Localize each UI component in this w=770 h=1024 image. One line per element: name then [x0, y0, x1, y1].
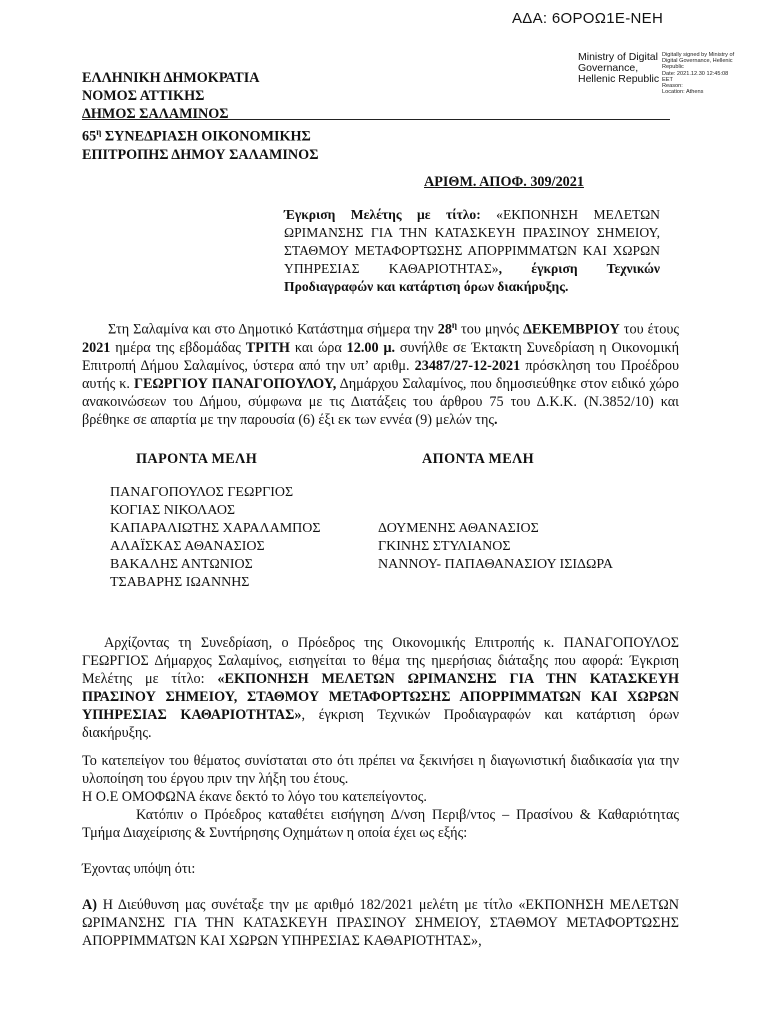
present-members-list: [110, 484, 321, 592]
header-prefecture: ΝΟΜΟΣ ΑΤΤΙΚΗΣ: [82, 88, 205, 104]
document-header: [82, 69, 318, 164]
signature-org-line: Governance,: [578, 62, 639, 74]
intro-text: Δημάρχου Σαλαμίνος, που δημοσιεύθηκε στον ειδικό χώρο ανακοινώσεων του Δήμου, σύμφωνα με τις Διατάξεις του άρθρου 75 του Δ.Κ.Κ. (Ν.3852/10) και βρέθηκε σε απαρτία με την παρουσία (6) έξι εκ των εννέα (9) μελών της: [82, 375, 679, 428]
session-number-suffix: η: [96, 127, 102, 137]
present-member: ΤΣΑΒΑΡΗΣ ΙΩΑΝΝΗΣ: [110, 575, 250, 590]
signature-org-line: Hellenic Republic: [578, 73, 660, 85]
intro-text: του έτους: [619, 321, 679, 338]
opening-text: , έγκριση Τεχνικών Προδιαγραφών και κατάρτιση όρων διακήρυξης.: [82, 707, 679, 741]
subject-lead: Έγκριση Μελέτης με τίτλο:: [284, 207, 497, 222]
signature-detail-line: Reason:: [662, 83, 683, 90]
intro-paragraph: [82, 316, 679, 429]
signature-detail-line: Location: Athens: [662, 89, 704, 96]
present-member: ΠΑΝΑΓΟΠΟΥΛΟΣ ΓΕΩΡΓΙΟΣ: [110, 485, 294, 500]
subject-tail: , έγκριση Τεχνικών Προδιαγραφών και κατάρτιση όρων διακήρυξης.: [284, 261, 660, 294]
present-member: ΚΑΠΑΡΑΛΙΩΤΗΣ ΧΑΡΑΛΑΜΠΟΣ: [110, 521, 321, 536]
header-country: ΕΛΛΗΝΙΚΗ ΔΗΜΟΚΡΑΤΙΑ: [82, 70, 260, 86]
subject-title: «ΕΚΠΟΝΗΣΗ ΜΕΛΕΤΩΝ ΩΡΙΜΑΝΣΗΣ ΓΙΑ ΤΗΝ ΚΑΤΑΣΚΕΥΗ ΠΡΑΣΙΝΟΥ ΣΗΜΕΙΟΥ, ΣΤΑΘΜΟΥ ΜΕΤΑΦΟΡΤΩΣΗΣ ΑΠΟΡΡΙΜΜΑΤΩΝ ΚΑΙ ΧΩΡΩΝ ΥΠΗΡΕΣΙΑΣ ΚΑΘΑΡΙΟΤΗΤΑΣ»: [284, 207, 660, 276]
meeting-month: ΔΕΚΕΜΒΡΙΟΥ: [522, 321, 620, 338]
absent-members-list: [378, 520, 613, 574]
signature-detail-line: Republic: [662, 64, 684, 71]
header-divider: [82, 119, 670, 120]
intro-text: και ώρα: [289, 339, 347, 356]
invitation-number: 23487/27-12-2021: [414, 357, 521, 374]
meeting-year: 2021: [82, 339, 111, 356]
opening-text: Αρχίζοντας τη Συνεδρίαση, ο Πρόεδρος της Οικονομικής Επιτροπής κ. ΠΑΝΑΓΟΠΟΥΛΟΣ ΓΕΩΡΓΙΟΣ Δήμαρχος Σαλαμίνος, εισηγείται το θέμα της ημερήσιας διάταξης που αφορά: Έγκριση Μελέτης με τίτλο:: [82, 635, 679, 687]
intro-period: .: [494, 411, 498, 428]
present-member: ΚΟΓΙΑΣ ΝΙΚΟΛΑΟΣ: [110, 503, 236, 518]
header-municipality: ΔΗΜΟΣ ΣΑΛΑΜΙΝΟΣ: [82, 106, 229, 122]
signature-details: [662, 52, 752, 95]
header-committee: ΕΠΙΤΡΟΠΗΣ ΔΗΜΟΥ ΣΑΛΑΜΙΝΟΣ: [82, 146, 319, 163]
intro-text: του μηνός: [457, 321, 523, 338]
present-members-title: ΠΑΡΟΝΤΑ ΜΕΛΗ: [136, 451, 258, 467]
item-a-label: Α): [82, 897, 97, 913]
session-number: 65: [82, 128, 97, 145]
intro-text: συνήλθε σε Έκτακτη Συνεδρίαση η Οικονομική Επιτροπή Δήμου Σαλαμίνος, ύστερα από την υπ’ αριθμ.: [82, 339, 680, 374]
considering-line: Έχοντας υπόψη ότι:: [82, 861, 196, 877]
urgency-text: Το κατεπείγον του θέματος συνίσταται στο ότι πρέπει να ξεκινήσει η διαγωνιστική διαδικασία για την υλοποίηση του έργου πριν την λήξη του έτους.: [82, 753, 679, 787]
absent-member: ΓΚΙΝΗΣ ΣΤΥΛΙΑΝΟΣ: [378, 539, 511, 554]
signature-org-line: Ministry of Digital: [578, 51, 658, 63]
present-member: ΑΛΑΪΣΚΑΣ ΑΘΑΝΑΣΙΟΣ: [110, 539, 265, 554]
signature-detail-line: Digital Governance, Hellenic: [662, 58, 733, 65]
proposal-paragraph: Κατόπιν ο Πρόεδρος καταθέτει εισήγηση Δ/νση Περιβ/ντος – Πρασίνου & Καθαριότητας Τμήμα Διαχείρισης & Συντήρησης Οχημάτων η οποία έχει ως εξής:: [82, 807, 679, 841]
intro-text: Στη Σαλαμίνα και στο Δημοτικό Κατάστημα σήμερα την: [108, 321, 438, 338]
header-session: [82, 123, 318, 146]
signature-detail-line: EET: [662, 76, 673, 83]
absent-member: ΝΑΝΝΟΥ- ΠΑΠΑΘΑΝΑΣΙΟΥ ΙΣΙΔΩΡΑ: [378, 557, 614, 572]
intro-text: πρόσκληση του Προέδρου αυτής κ.: [82, 357, 679, 392]
signature-organization: [578, 52, 662, 85]
meeting-day-suffix: η: [451, 320, 458, 330]
decision-subject: [284, 206, 660, 296]
item-a-text: Η Διεύθυνση μας συνέταξε την με αριθμό 182/2021 μελέτη με τίτλο «ΕΚΠΟΝΗΣΗ ΜΕΛΕΤΩΝ ΩΡΙΜΑΝΣΗΣ ΓΙΑ ΤΗΝ ΚΑΤΑΣΚΕΥΗ ΠΡΑΣΙΝΟΥ ΣΗΜΕΙΟΥ, ΣΤΑΘΜΟΥ ΜΕΤΑΦΟΡΤΩΣΗΣ ΑΠΟΡΡΙΜΜΑΤΩΝ ΚΑΙ ΧΩΡΩΝ ΥΠΗΡΕΣΙΑΣ ΚΑΘΑΡΙΟΤΗΤΑΣ»,: [82, 897, 679, 949]
meeting-weekday: ΤΡΙΤΗ: [245, 339, 290, 356]
signature-detail-line: Date: 2021.12.30 12:45:08: [662, 70, 729, 77]
absent-member: ΔΟΥΜΕΝΗΣ ΑΘΑΝΑΣΙΟΣ: [378, 521, 539, 536]
present-member: ΒΑΚΑΛΗΣ ΑΝΤΩΝΙΟΣ: [110, 557, 253, 572]
decision-number: ΑΡΙΘΜ. ΑΠΟΦ. 309/2021: [424, 174, 584, 190]
ada-code: ΑΔΑ: 6ΟΡΟΩ1Ε-ΝΕΗ: [512, 10, 664, 27]
meeting-time: 12.00 μ.: [346, 339, 396, 356]
session-text: ΣΥΝΕΔΡΙΑΣΗ ΟΙΚΟΝΟΜΙΚΗΣ: [101, 128, 311, 145]
opening-paragraph: [82, 634, 679, 742]
signature-detail-line: Digitally signed by Ministry of: [662, 52, 735, 58]
absent-members-title: ΑΠΟΝΤΑ ΜΕΛΗ: [422, 451, 535, 467]
mayor-name: ΓΕΩΡΓΙΟΥ ΠΑΝΑΓΟΠΟΥΛΟΥ,: [133, 375, 337, 392]
intro-text: ημέρα της εβδομάδας: [110, 339, 246, 356]
urgency-paragraph: [82, 752, 679, 806]
opening-study-title: «ΕΚΠΟΝΗΣΗ ΜΕΛΕΤΩΝ ΩΡΙΜΑΝΣΗΣ ΓΙΑ ΤΗΝ ΚΑΤΑΣΚΕΥΗ ΠΡΑΣΙΝΟΥ ΣΗΜΕΙΟΥ, ΣΤΑΘΜΟΥ ΜΕΤΑΦΟΡΤΩΣΗΣ ΑΠΟΡΡΙΜΜΑΤΩΝ ΚΑΙ ΧΩΡΩΝ ΥΠΗΡΕΣΙΑΣ ΚΑΘΑΡΙΟΤΗΤΑΣ»: [82, 671, 679, 723]
urgency-acceptance: Η Ο.Ε ΟΜΟΦΩΝΑ έκανε δεκτό το λόγο του κατεπείγοντος.: [82, 789, 427, 805]
meeting-day: 28: [437, 321, 452, 338]
item-a-paragraph: [82, 896, 679, 950]
